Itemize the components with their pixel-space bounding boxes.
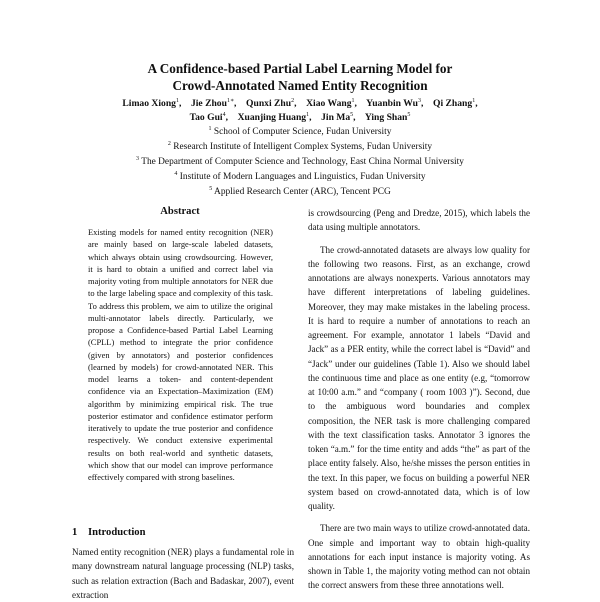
author: Jie Zhou$^{1∗}$ xyxy=(190,97,235,109)
author: Xiao Wang$^1$ xyxy=(306,97,355,109)
affiliation: $^4$ Institute of Modern Languages and Linguistics, Fudan University xyxy=(174,171,426,183)
paper-title-line-2: Crowd-Annotated Named Entity Recognition xyxy=(172,78,428,93)
abstract-text: Existing models for named entity recognition (NER) are mainly based on large-scale labeled datasets, which always obtain using crowdsourcing. However, it is hard to obtain a unified and correct label via majority voting from multiple annotators for NER due to the large labeling space and complexity of this task. To address this problem, we aim to utilize the original multi-annotator labels directly. Particularly, we propose a Confidence-based Partial Label Learning (CPLL) method to integrate the prior confidence (given by annotators) and posterior confidences (learned by models) for crowd-annotated NER. This model learns a token- and content-dependent confidence via an Expectation–Maximization (EM) algorithm by minimizing empirical risk. The true posterior estimator and confidence estimator perform iteratively to update the true posterior and confidence respectively. We conduct extensive experimental results on both real-world and synthetic datasets, which show that our model can improve performance effectively compared with strong baselines. xyxy=(88,227,273,482)
author: Qi Zhang$^1$ xyxy=(433,97,476,109)
paper-title xyxy=(0,60,600,94)
author: Jin Ma$^5$ xyxy=(321,111,354,123)
author: Ying Shan$^5$ xyxy=(364,111,411,123)
abstract-heading: Abstract xyxy=(160,206,200,217)
author-line-2: Tao Gui$^4$, Xuanjing Huang$^1$, Jin Ma$^5$, Ying Shan$^5$ xyxy=(189,111,411,123)
affiliation: $^3$ The Department of Computer Science and Technology, East China Normal University xyxy=(136,156,464,168)
affiliation: $^2$ Research Institute of Intelligent Complex Systems, Fudan University xyxy=(167,140,433,153)
author: Tao Gui$^4$ xyxy=(189,111,226,123)
author: Xuanjing Huang$^1$ xyxy=(237,111,310,123)
affiliation: $^1$ School of Computer Science, Fudan University xyxy=(208,125,392,137)
affiliation-list xyxy=(60,125,540,200)
affiliation: $^5$ Applied Research Center (ARC), Tencent PCG xyxy=(209,186,391,198)
author: Limao Xiong$^1$ xyxy=(122,97,179,109)
introduction-text: Named entity recognition (NER) plays a fundamental role in many downstream natural language processing (NLP) tasks, such as relation extraction (Bach and Badaskar, 2007), event extraction xyxy=(72,547,294,600)
author-list xyxy=(60,97,540,125)
section-heading-introduction xyxy=(72,527,146,538)
author-line-1: Limao Xiong$^1$, Jie Zhou$^{1∗}$, Qunxi Zhu$^2$, Xiao Wang$^1$, Yuanbin Wu$^3$, Qi Zhang$^1$, xyxy=(122,97,478,109)
paragraph: is crowdsourcing (Peng and Dredze, 2015), which labels the data using multiple annotators. xyxy=(308,208,530,233)
author: Qunxi Zhu$^2$ xyxy=(246,97,295,109)
paper-title-line-1: A Confidence-based Partial Label Learning Model for xyxy=(147,61,453,76)
section-number: 1 xyxy=(72,527,78,538)
paragraph: There are two main ways to utilize crowd-annotated data. One simple and important way to obtain high-quality annotations for each input instance is majority voting. As shown in Table 1, the majority voting method can not obtain the correct answers from these three annotations well. xyxy=(308,523,530,591)
right-column-text xyxy=(308,206,530,593)
paragraph: The crowd-annotated datasets are always low quality for the following two reasons. First, as an exchange, crowd annotations are always nonexperts. Various annotators may have different interpretations of labeling guidelines. Moreover, they may make mistakes in the labeling process. It is hard to require a number of annotations to reach an agreement. For example, annotator 1 labels “David and Jack” as a PER entity, while the correct label is “David” and “Jack” under our guidelines (Table 1). Also we should label the continuous time and place as one entity (e.g, “tomorrow at 10:00 a.m.” and “company ( room 1003 )”). Second, due to the ambiguous word boundaries and complex composition, the NER task is more challenging compared with the text classification tasks. Annotator 3 ignores the token “a.m.” for the time entity and adds “the” as part of the place entity falsely. Also, he/she misses the person entities in the text. In this paper, we focus on building a powerful NER system based on crowd-annotated data, which is of low quality. xyxy=(308,244,530,511)
author: Yuanbin Wu$^3$ xyxy=(366,97,421,109)
section-title: Introduction xyxy=(88,527,146,538)
